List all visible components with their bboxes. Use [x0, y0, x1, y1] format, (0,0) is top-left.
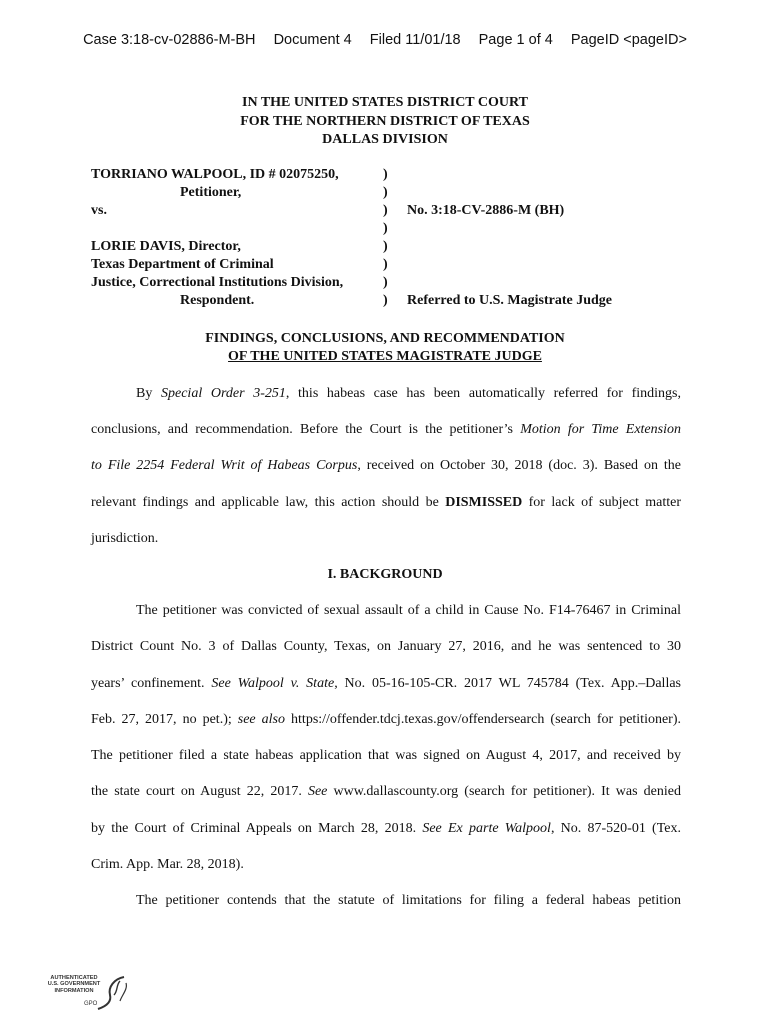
text-line: jurisdiction. — [91, 531, 159, 546]
text-run: https://offender.tdcj.texas.gov/offendersearch (search for petitioner). — [285, 712, 681, 727]
special-order-citation: Special Order 3-251 — [161, 386, 286, 401]
text-line — [91, 675, 681, 693]
caption-row — [91, 256, 691, 274]
gpo-eagle-icon — [94, 973, 134, 1013]
gpo-mark: GPO — [84, 1001, 98, 1007]
text-line: The petitioner contends that the statute of limitations for filing a federal habeas petition — [136, 893, 681, 908]
caption-paren: ) — [383, 203, 388, 218]
gpo-line: U.S. GOVERNMENT — [47, 981, 101, 988]
disposition: DISMISSED — [445, 495, 523, 510]
document-number: Document 4 — [273, 32, 352, 48]
respondent-division: Justice, Correctional Institutions Division, — [91, 275, 344, 290]
respondent-agency: Texas Department of Criminal — [91, 257, 274, 272]
text-line — [91, 711, 681, 729]
text-line — [91, 783, 681, 801]
text-run: conclusions, and recommendation. Before the Court is the petitioner’s — [91, 422, 521, 437]
signal-word: see also — [237, 712, 286, 727]
document-title — [0, 330, 770, 366]
text-line — [91, 494, 681, 512]
respondent-role: Respondent. — [180, 293, 255, 308]
referral-note: Referred to U.S. Magistrate Judge — [407, 293, 613, 308]
caption-row — [91, 166, 691, 184]
filed-date: Filed 11/01/18 — [369, 32, 461, 48]
gpo-authentication-seal — [44, 973, 134, 1013]
caption-paren: ) — [383, 293, 388, 308]
text-line: The petitioner filed a state habeas application that was signed on August 4, 2017, and received by — [91, 748, 681, 763]
motion-title: Motion for Time Extension — [520, 422, 681, 437]
text-run: by the Court of Criminal Appeals on March 28, 2018. — [91, 821, 423, 836]
court-heading — [0, 94, 770, 150]
gpo-line: AUTHENTICATED — [50, 975, 98, 981]
text-run: years’ confinement. — [91, 676, 212, 691]
signal-word: See — [307, 784, 328, 799]
respondent-name: LORIE DAVIS, Director, — [91, 239, 241, 254]
text-run: , No. 87-520-01 (Tex. — [550, 821, 682, 836]
caption-row — [91, 292, 691, 310]
text-run: By — [136, 386, 161, 401]
caption-paren: ) — [383, 257, 388, 272]
case-citation: See Ex parte Walpool — [422, 821, 551, 836]
text-line — [136, 385, 681, 403]
caption-paren: ) — [383, 167, 388, 182]
case-number: Case 3:18-cv-02886-M-BH — [83, 32, 256, 48]
caption-row — [91, 202, 691, 220]
text-line — [91, 457, 681, 475]
text-line: The petitioner was convicted of sexual assault of a child in Cause No. F14-76467 in Criminal — [136, 603, 681, 618]
gpo-line: INFORMATION — [54, 987, 94, 994]
petitioner-name: TORRIANO WALPOOL, ID # 02075250, — [91, 167, 339, 182]
case-caption — [91, 166, 691, 310]
text-line — [91, 421, 681, 439]
caption-paren: ) — [383, 275, 388, 290]
caption-row — [91, 184, 691, 202]
text-line: Crim. App. Mar. 28, 2018). — [91, 857, 244, 872]
title-line-1: FINDINGS, CONCLUSIONS, AND RECOMMENDATION — [205, 331, 565, 346]
ecf-header — [0, 32, 770, 48]
text-run: www.dallascounty.org (search for petitioner). It was denied — [327, 784, 682, 799]
petitioner-role: Petitioner, — [180, 185, 242, 200]
text-run: the state court on August 22, 2017. — [91, 784, 308, 799]
text-run: , received on October 30, 2018 (doc. 3). Based on the — [357, 458, 682, 473]
title-line-2: OF THE UNITED STATES MAGISTRATE JUDGE — [228, 349, 542, 364]
case-docket-number: No. 3:18-CV-2886-M (BH) — [407, 203, 565, 218]
court-line-3: DALLAS DIVISION — [322, 132, 448, 147]
caption-paren: ) — [383, 239, 388, 254]
text-line: District Count No. 3 of Dallas County, Texas, on January 27, 2016, and he was sentenced to 30 — [91, 639, 681, 654]
court-line-2: FOR THE NORTHERN DISTRICT OF TEXAS — [240, 113, 530, 129]
text-run: for lack of subject matter — [522, 495, 682, 510]
text-run: Feb. 27, 2017, no pet.); — [91, 712, 238, 727]
court-line-1: IN THE UNITED STATES DISTRICT COURT — [242, 95, 528, 110]
text-run: relevant findings and applicable law, this action should be — [91, 495, 446, 510]
page-id: PageID <pageID> — [570, 32, 687, 48]
text-run: , this habeas case has been automatically referred for findings, — [285, 386, 681, 401]
caption-row — [91, 274, 691, 292]
section-heading-background: I. BACKGROUND — [327, 567, 443, 582]
text-line — [91, 820, 681, 838]
caption-paren: ) — [383, 221, 388, 236]
motion-title: to File 2254 Federal Writ of Habeas Corpus — [91, 458, 358, 473]
text-run: , No. 05-16-105-CR. 2017 WL 745784 (Tex. App.–Dallas — [334, 676, 681, 691]
versus: vs. — [91, 203, 107, 218]
case-citation: See Walpool v. State — [211, 676, 335, 691]
page-number: Page 1 of 4 — [478, 32, 553, 48]
caption-row — [91, 220, 691, 238]
caption-row — [91, 238, 691, 256]
caption-paren: ) — [383, 185, 388, 200]
